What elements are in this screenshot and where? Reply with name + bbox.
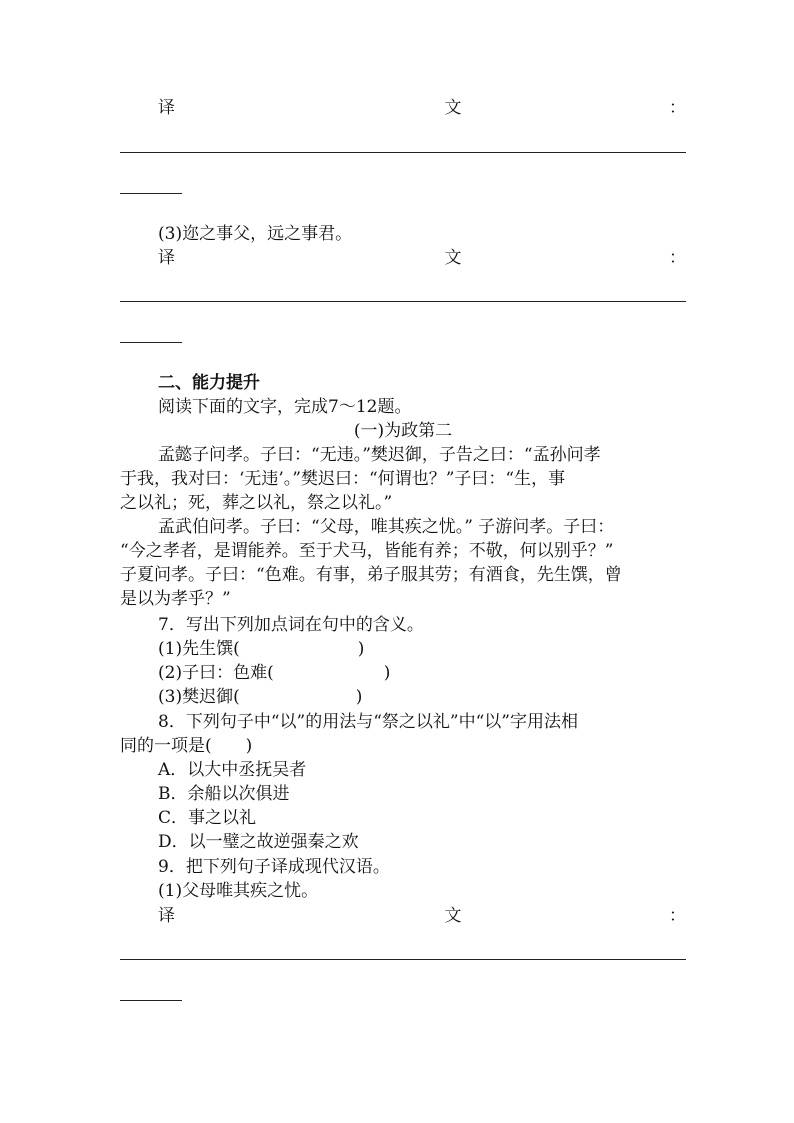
passage-line: 是以为孝乎？” bbox=[120, 589, 231, 609]
answer-blank-tail[interactable] bbox=[120, 1000, 182, 1001]
option-c[interactable]: C．事之以礼 bbox=[158, 808, 257, 828]
translation-label-char: 文 bbox=[444, 906, 462, 926]
translation-label-char: 译 bbox=[158, 906, 175, 926]
section-title: 二、能力提升 bbox=[158, 373, 260, 393]
answer-blank-line[interactable] bbox=[120, 301, 686, 302]
option-b[interactable]: B．余船以次俱进 bbox=[158, 784, 290, 804]
translation-label-row bbox=[158, 246, 686, 270]
translation-label-char: ： bbox=[669, 248, 686, 268]
question-stem: 8．下列句子中“以”的用法与“祭之以礼”中“以”字用法相 bbox=[158, 712, 578, 732]
question-stem: 7．写出下列加点词在句中的含义。 bbox=[158, 615, 424, 635]
question-stem: 9．把下列句子译成现代汉语。 bbox=[158, 857, 390, 877]
question-item: (3)迩之事父，远之事君。 bbox=[158, 224, 353, 244]
answer-blank-line[interactable] bbox=[120, 959, 686, 960]
question-item bbox=[158, 637, 686, 661]
translation-label-char: 文 bbox=[444, 248, 462, 268]
item-text: (1)先生馔( bbox=[158, 639, 240, 659]
option-a[interactable]: A．以大中丞抚吴者 bbox=[158, 760, 307, 780]
translation-label-char: 译 bbox=[158, 248, 175, 268]
item-close: ) bbox=[357, 639, 365, 659]
translation-label-char: 译 bbox=[158, 98, 175, 118]
passage-line: “今之孝者，是谓能养。至于犬马，皆能有养；不敬，何以别乎？” bbox=[120, 541, 614, 561]
answer-blank-line[interactable] bbox=[120, 152, 686, 153]
item-text: (2)子曰：色难( bbox=[158, 663, 274, 683]
passage-line: 子夏问孝。子曰：“色难。有事，弟子服其劳；有酒食，先生馔，曾 bbox=[120, 565, 622, 585]
translation-label-char: 文 bbox=[444, 98, 462, 118]
question-item bbox=[158, 685, 686, 709]
passage-line: 孟懿子问孝。子曰：“无违。”樊迟御，子告之曰：“孟孙问孝 bbox=[158, 445, 601, 465]
passage-line: 孟武伯问孝。子曰：“父母，唯其疾之忧。” 子游问孝。子曰： bbox=[158, 517, 615, 537]
item-close: ) bbox=[355, 687, 363, 707]
question-stem-continued: 同的一项是( ) bbox=[120, 736, 253, 756]
translation-label-char: ： bbox=[669, 98, 686, 118]
passage-line: 之以礼；死，葬之以礼，祭之以礼。” bbox=[120, 493, 393, 513]
item-close: ) bbox=[383, 663, 391, 683]
option-d[interactable]: D．以一璧之故逆强秦之欢 bbox=[158, 832, 359, 852]
item-text: (3)樊迟御( bbox=[158, 687, 240, 707]
question-item: (1)父母唯其疾之忧。 bbox=[158, 881, 319, 901]
passage-line: 于我，我对曰：‘无违’。”樊迟曰：“何谓也？”子曰：“生，事 bbox=[120, 469, 566, 489]
translation-label-row bbox=[158, 96, 686, 120]
translation-label-row bbox=[158, 904, 686, 928]
question-item bbox=[158, 661, 686, 685]
translation-label-char: ： bbox=[669, 906, 686, 926]
answer-blank-tail[interactable] bbox=[120, 342, 182, 343]
answer-blank-tail[interactable] bbox=[120, 193, 182, 194]
instruction-text: 阅读下面的文字，完成7～12题。 bbox=[158, 397, 412, 417]
passage-title: (一)为政第二 bbox=[353, 421, 453, 441]
